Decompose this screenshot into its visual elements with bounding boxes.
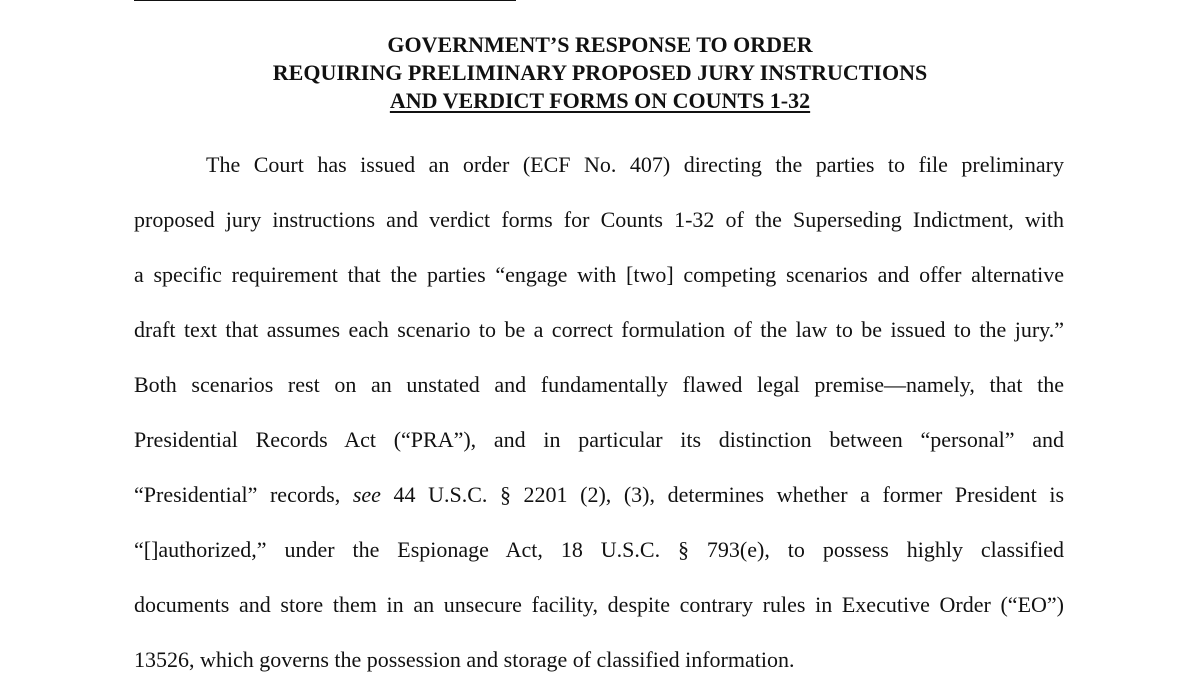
paragraph-line-6: Presidential Records Act (“PRA”), and in particular its distinction between “personal” and	[134, 427, 1064, 452]
paragraph-line-3: a specific requirement that the parties “engage with [two] competing scenarios and offer alternative	[134, 262, 1064, 287]
paragraph-line-4: draft text that assumes each scenario to be a correct formulation of the law to be issued to the jury.”	[134, 317, 1064, 342]
top-rule	[134, 0, 516, 1]
paragraph-line-10: 13526, which governs the possession and storage of classified information.	[134, 647, 795, 672]
paragraph-line-7	[134, 467, 1064, 522]
paragraph-line-5: Both scenarios rest on an unstated and fundamentally flawed legal premise—namely, that the	[134, 372, 1064, 397]
see-signal: see	[352, 482, 381, 507]
paragraph-line-9: documents and store them in an unsecure facility, despite contrary rules in Executive Order (“EO”)	[134, 592, 1064, 617]
paragraph-line-8: “[]authorized,” under the Espionage Act, 18 U.S.C. § 793(e), to possess highly classified	[134, 537, 1064, 562]
heading-line-2: REQUIRING PRELIMINARY PROPOSED JURY INSTRUCTIONS	[272, 60, 928, 85]
paragraph-line-2: proposed jury instructions and verdict forms for Counts 1-32 of the Superseding Indictment, with	[134, 207, 1064, 232]
paragraph-line-7-end: 44 U.S.C. § 2201 (2), (3), determines whether a former President is	[393, 482, 1065, 507]
paragraph-line-7-start: “Presidential” records,	[134, 482, 341, 507]
heading-line-3: AND VERDICT FORMS ON COUNTS 1-32	[389, 88, 811, 113]
body-paragraph	[134, 137, 1064, 687]
heading-line-1: GOVERNMENT’S RESPONSE TO ORDER	[387, 32, 813, 57]
paragraph-line-1: The Court has issued an order (ECF No. 407) directing the parties to file preliminary	[206, 152, 1064, 177]
document-heading	[0, 31, 1200, 115]
